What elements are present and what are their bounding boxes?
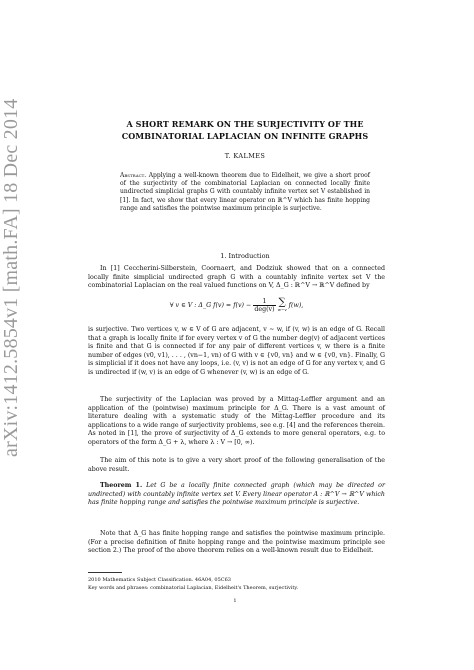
intro-paragraph-4: The aim of this note is to give a very short proof of the following generalisation of the above result.: [88, 457, 385, 473]
equation-rhs: f(w),: [288, 302, 304, 309]
author-name: T. KALMES: [224, 152, 266, 160]
sigma-symbol: ∑: [278, 296, 286, 308]
theorem-statement: Let G be a locally finite connected graph (which may be directed or undirected) with countably infinite vertex set V. Every linear operator A : ℝ^V → ℝ^V which has finite hopping range and satisfies the pointwise maximum principle is surjective.: [88, 482, 385, 507]
footnote-keywords: Key words and phrases: combinatorial Laplacian, Eidelheit's Theorem, surjectivity.: [88, 585, 299, 591]
theorem-heading: Theorem 1.: [100, 482, 143, 489]
footnote-rule: [88, 572, 122, 573]
abstract: [120, 172, 370, 213]
paper-title: [95, 118, 395, 142]
title-line-1: A SHORT REMARK ON THE SURJECTIVITY OF THE: [126, 119, 364, 129]
laplacian-equation: [88, 298, 385, 313]
abstract-text: Applying a well-known theorem due to Eidelheit, we give a short proof of the surjectivity of the combinatorial Laplacian on connected locally finite undirected simplicial graphs G with countably infinite vertex set V established in [1]. In fact, we show that every linear operator on ℝ^V which has finite hopping range and satisfies the pointwise maximum principle is surjective.: [120, 172, 370, 212]
abstract-label: Abstract.: [120, 172, 147, 179]
fraction-denominator: deg(v): [254, 306, 275, 313]
footnote-classification: 2010 Mathematics Subject Classification. 46A04, 05C63: [88, 577, 231, 583]
equation-fraction: [253, 298, 275, 313]
equation-lhs: ∀ v ∈ V : Δ_G f(v) = f(v) −: [169, 302, 252, 309]
theorem-1: [88, 482, 385, 508]
page-number: 1: [233, 598, 237, 604]
intro-paragraph-2: is surjective. Two vertices v, w ∈ V of G are adjacent, v ∼ w, if (v, w) is an edge of G. Recall that a graph is locally finite if for every vertex v of G the number deg(v) of adjacent vertices is finite and that G is connected if for any pair of different vertices v, w there is a finite number of edges (v0, v1), . . . , (vn−1, vn) of G with v ∈ {v0, vn} and w ∈ {v0, vn}. Finally, G is simplicial if it does not have any loops, i.e. (v, v) is not an edge of G for any vertex v, and G is undirected if (w, v) is an edge of G whenever (v, w) is an edge of G.: [88, 326, 385, 376]
section-title: 1. Introduction: [220, 252, 270, 260]
fraction-numerator: 1: [253, 298, 275, 306]
note-paragraph: Note that Δ_G has finite hopping range and satisfies the pointwise maximum principle. (For a precise definition of finite hopping range and the pointwise maximum principle see section 2.) The proof of the above theorem relies on a well-known result due to Eidelheit.: [88, 530, 385, 555]
summation-subscript: w∼v: [277, 306, 287, 312]
summation: [277, 296, 287, 313]
intro-paragraph-1: In [1] Ceccherini-Silberstein, Coornaert, and Dodziuk showed that on a connected locally finite simplicial undirected graph G with a countably infinite vertex set V the combinatorial Laplacian on the real valued functions on V, Δ_G : ℝ^V → ℝ^V defined by: [88, 265, 385, 290]
intro-paragraph-3: The surjectivity of the Laplacian was proved by a Mittag-Leffler argument and an application of the (pointwise) maximum principle for Δ_G. There is a vast amount of literature dealing with a systematic study of the Mittag-Leffler procedure and its applications to a wide range of surjectivity problems, see e.g. [4] and the references therein. As noted in [1], the prove of surjectivity of Δ_G extends to more general operators, e.g. to operators of the form Δ_G + λ, where λ : V → [0, ∞).: [88, 396, 385, 446]
arxiv-identifier: arXiv:1412.5854v1 [math.FA] 18 Dec 2014: [0, 98, 22, 457]
title-line-2: COMBINATORIAL LAPLACIAN ON INFINITE GRAPHS: [121, 131, 369, 141]
